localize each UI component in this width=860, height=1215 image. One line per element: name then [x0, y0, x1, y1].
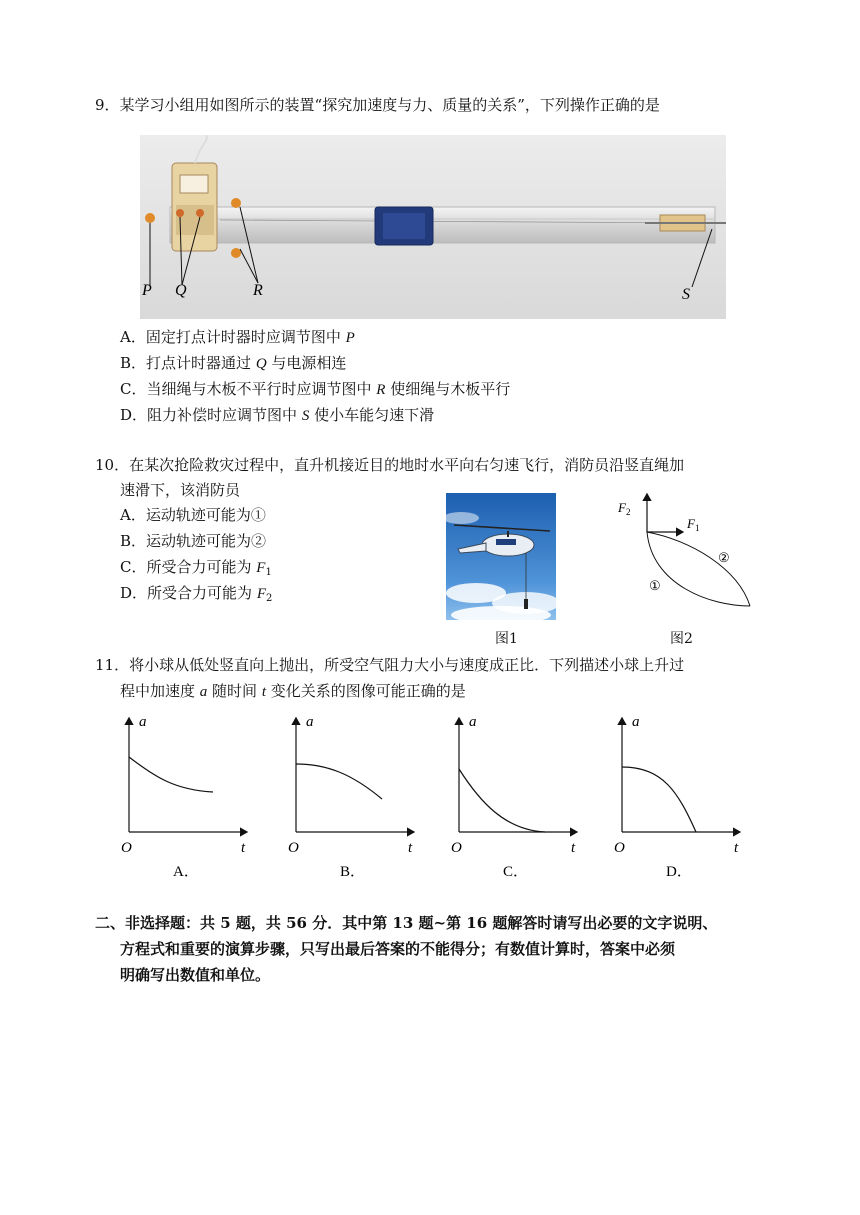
- origin-label: O: [451, 840, 462, 856]
- q11-number: 11．: [95, 656, 130, 674]
- option-var: S: [301, 408, 310, 424]
- trajectory-1: [647, 532, 750, 606]
- origin-label: O: [288, 840, 299, 856]
- q10-option-c[interactable]: [120, 557, 272, 583]
- label-circle-1: ①: [649, 578, 661, 593]
- option-letter: C．: [120, 380, 147, 398]
- q10-fig2-diagram: [610, 490, 760, 612]
- option-text: 与电源相连: [266, 354, 347, 372]
- q10-stem-line1: [95, 455, 684, 475]
- y-axis-label: a: [306, 714, 314, 730]
- option-text: 打点计时器通过: [146, 354, 256, 372]
- label-F1: $F_1$: [687, 516, 700, 533]
- option-letter: D．: [120, 584, 148, 602]
- q10-stem-text: 在某次抢险救灾过程中，直升机接近目的地时水平向右匀速飞行，消防员沿竖直绳加: [129, 456, 685, 474]
- origin-label: O: [614, 840, 625, 856]
- option-letter: B．: [120, 354, 147, 372]
- option-letter: A．: [120, 506, 146, 524]
- label-F2: $F_2$: [618, 500, 631, 517]
- q9-option-b[interactable]: [120, 353, 346, 374]
- fig1-caption: 图1: [495, 631, 518, 647]
- q11-var-t: t: [261, 684, 266, 700]
- at-curve: [459, 769, 545, 832]
- section2-line2: 方程式和重要的演算步骤，只写出最后答案的不能得分；有数值计算时，答案中必须: [120, 940, 676, 958]
- x-axis-label: t: [734, 840, 739, 856]
- q10-option-a[interactable]: [120, 505, 266, 525]
- trajectory-2: [647, 532, 750, 606]
- at-graph: [288, 714, 414, 880]
- q10-stem-line2: 速滑下，该消防员: [120, 481, 241, 499]
- q11-stem-line1: [95, 655, 684, 675]
- option-var: R: [376, 382, 386, 398]
- at-graph: [121, 714, 247, 880]
- at-curve: [129, 757, 213, 792]
- label-S: S: [682, 286, 690, 303]
- section2-line1: 二、非选择题：共 5 题，共 56 分．其中第 13 题~第 16 题解答时请写出必要的文字说明、: [95, 914, 718, 932]
- option-text: 阻力补偿时应调节图中: [147, 406, 302, 424]
- q10-option-b[interactable]: [120, 531, 266, 551]
- q11-stem-text: 变化关系的图像可能正确的是: [266, 682, 466, 700]
- y-axis-label: a: [139, 714, 147, 730]
- q9-number: 9．: [95, 96, 120, 114]
- at-curve: [622, 767, 696, 832]
- option-text: 使小车能匀速下滑: [309, 406, 435, 424]
- option-var: F: [256, 586, 266, 602]
- option-var: P: [345, 330, 355, 346]
- label-Q: Q: [175, 282, 187, 299]
- x-axis-label: t: [408, 840, 413, 856]
- q9-option-c[interactable]: [120, 379, 510, 400]
- x-axis-label: t: [571, 840, 576, 856]
- option-letter: D．: [120, 406, 148, 424]
- option-sub: 2: [265, 593, 273, 604]
- option-text: 运动轨迹可能为①: [145, 506, 266, 524]
- at-curve: [296, 764, 382, 799]
- option-var: Q: [255, 356, 267, 372]
- q10-number: 10．: [95, 456, 130, 474]
- option-var: F: [256, 560, 266, 576]
- q11-graphs: [115, 712, 755, 882]
- section2-line3: 明确写出数值和单位。: [120, 966, 271, 984]
- q9-option-d[interactable]: [120, 405, 434, 426]
- label-circle-2: ②: [718, 550, 730, 565]
- q10-option-d[interactable]: [120, 583, 272, 609]
- graph-option-label[interactable]: C．: [503, 864, 529, 880]
- origin-label: O: [121, 840, 132, 856]
- option-text: 当细绳与木板不平行时应调节图中: [146, 380, 377, 398]
- option-text: 运动轨迹可能为②: [146, 532, 267, 550]
- x-axis-label: t: [241, 840, 246, 856]
- q11-var-a: a: [199, 684, 208, 700]
- q11-stem-text: 随时间: [207, 682, 262, 700]
- q9-apparatus-photo: [140, 135, 726, 319]
- helicopter-photo: [446, 493, 556, 620]
- option-text: 所受合力可能为: [146, 558, 257, 576]
- q9-stem-text: 某学习小组用如图所示的装置“探究加速度与力、质量的关系”，下列操作正确的是: [119, 96, 660, 114]
- option-text: 所受合力可能为: [147, 584, 257, 602]
- graph-option-label[interactable]: B．: [340, 864, 366, 880]
- option-text: 使细绳与木板平行: [385, 380, 511, 398]
- q11-stem-text: 将小球从低处竖直向上抛出，所受空气阻力大小与速度成正比．下列描述小球上升过: [129, 656, 685, 674]
- option-letter: A．: [120, 328, 146, 346]
- y-axis-label: a: [469, 714, 477, 730]
- at-graph: [451, 714, 577, 880]
- option-sub: 1: [265, 567, 272, 578]
- option-text: 固定打点计时器时应调节图中: [145, 328, 346, 346]
- graph-option-label[interactable]: A．: [173, 864, 199, 880]
- option-letter: B．: [120, 532, 147, 550]
- at-graph: [614, 714, 740, 880]
- fig2-caption: 图2: [670, 631, 693, 647]
- y-axis-label: a: [632, 714, 640, 730]
- q9-stem: [95, 95, 660, 115]
- q9-option-a[interactable]: [120, 327, 355, 348]
- q11-stem-line2: [120, 681, 466, 702]
- label-R: R: [253, 282, 263, 299]
- q11-stem-text: 程中加速度: [120, 682, 200, 700]
- label-P: P: [142, 282, 152, 299]
- option-letter: C．: [120, 558, 147, 576]
- graph-option-label[interactable]: D．: [666, 864, 692, 880]
